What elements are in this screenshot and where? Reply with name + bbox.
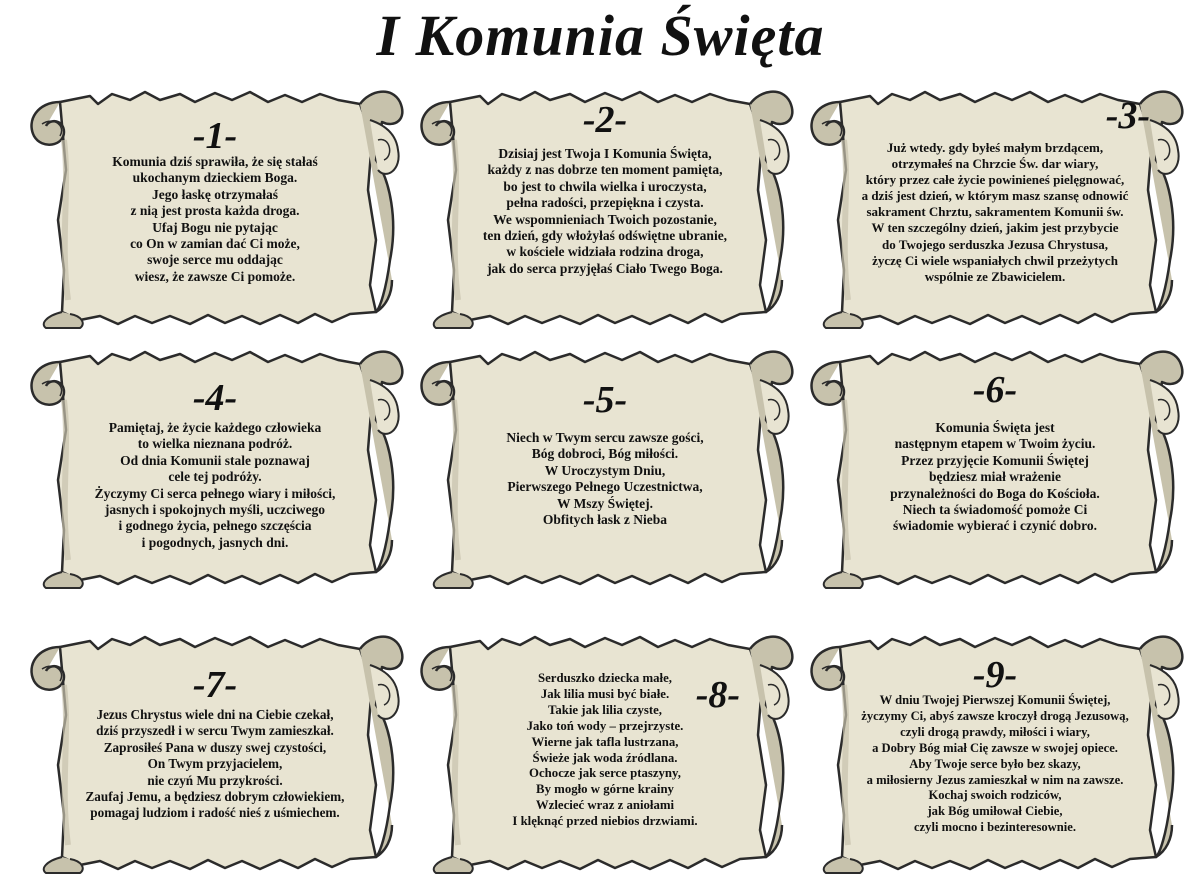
scroll-panel-8 <box>410 625 800 875</box>
scroll-panel-6 <box>800 340 1190 590</box>
scroll-text: Serduszko dziecka małe, Jak lilia musi być białe. Takie jak lilia czyste, Jako toń wody – przejrzyste. Wierne jak tafla lustrzana, Świeże jak woda źródlana. Ochocze jak serce ptaszyny, By mogło w górne krainy Wzlecieć wraz z aniołami I klęknąć przed niebios drzwiami. <box>512 671 698 829</box>
scroll-number: -2- <box>582 99 628 141</box>
scroll-number: -5- <box>582 379 628 421</box>
scroll-number: -6- <box>972 369 1018 411</box>
scroll-text: Komunia dziś sprawiła, że się stałaś ukochanym dzieckiem Boga. Jego łaskę otrzymałaś z nią jest prosta każda droga. Ufaj Bogu nie pytając co On w zamian dać Ci może, swoje serce mu oddając wiesz, że zawsze Ci pomoże. <box>112 154 318 284</box>
scroll-number: -9- <box>972 654 1018 696</box>
scroll-text: Niech w Twym sercu zawsze gości, Bóg dobroci, Bóg miłości. W Uroczystym Dniu, Pierwszego Pełnego Uczestnictwa, W Mszy Świętej. Obfitych łask z Nieba <box>506 430 704 528</box>
page-title: I Komunia Święta <box>376 3 825 68</box>
scroll-text: Już wtedy. gdy byłeś małym brzdącem, otrzymałeś na Chrzcie Św. dar wiary, który przez całe życie powinieneś pielęgnować, a dziś jest dzień, w którym masz szansę odnowić sakrament Chrztu, sakramentem Komunii św. W ten szczególny dzień, jakim jest przybycie do Twojego serduszka Jezusa Chrystusa, życzę Ci wiele wspaniałych chwil przeżytych wspólnie ze Zbawicielem. <box>861 140 1129 284</box>
scroll-number: -1- <box>192 115 238 157</box>
scroll-number: -3- <box>1105 95 1150 137</box>
scroll-panel-5 <box>410 340 800 590</box>
scroll-number: -8- <box>695 674 740 716</box>
scroll-text: Jezus Chrystus wiele dni na Ciebie czekał, dziś przyszedł i w sercu Twym zamieszkał. Zaprosiłeś Pana w duszy swej czystości, On Twym przyjacielem, nie czyń Mu przykrości. Zaufaj Jemu, a będziesz dobrym człowiekiem, pomagaj ludziom i radość nieś z uśmiechem. <box>85 707 345 821</box>
scroll-panel-3 <box>800 80 1190 330</box>
scroll-text: Komunia Święta jest następnym etapem w Twoim życiu. Przez przyjęcie Komunii Świętej będziesz miał wrażenie przynależności do Boga do Kościoła. Niech ta świadomość pomoże Ci świadomie wybierać i czynić dobro. <box>890 420 1100 534</box>
scroll-text: Dzisiaj jest Twoja I Komunia Święta, każdy z nas dobrze ten moment pamięta, bo jest to chwila wielka i uroczysta, pełna radości, przepiękna i czysta. We wspomnieniach Twoich pozostanie, ten dzień, gdy włożyłaś odświętne ubranie, w kościele widziała rodzina droga, jak do serca przyjęłaś Ciało Twego Boga. <box>482 146 728 276</box>
scroll-panel-2 <box>410 80 800 330</box>
scroll-panel-7 <box>20 625 410 875</box>
scroll-number: -7- <box>192 664 238 706</box>
scroll-text: Pamiętaj, że życie każdego człowieka to wielka nieznana podróż. Od dnia Komunii stale poznawaj cele tej podróży. Życzymy Ci serca pełnego wiary i miłości, jasnych i spokojnych myśli, uczciwego i godnego życia, pełnego szczęścia i pogodnych, jasnych dni. <box>94 420 336 550</box>
scroll-text: W dniu Twojej Pierwszej Komunii Świętej, życzymy Ci, abyś zawsze kroczył drogą Jezusową, czyli drogą prawdy, miłości i wiary, a Dobry Bóg miał Cię zawsze w swojej opiece. Aby Twoje serce było bez skazy, a miłosierny Jezus zamieszkał w nim na zawsze. Kochaj swoich rodziców, jak Bóg umiłował Ciebie, czyli mocno i bezinteresownie. <box>861 693 1129 835</box>
scroll-panel-1 <box>20 80 410 330</box>
scroll-panel-9 <box>800 625 1190 875</box>
scroll-panel-4 <box>20 340 410 590</box>
scroll-number: -4- <box>192 377 238 419</box>
